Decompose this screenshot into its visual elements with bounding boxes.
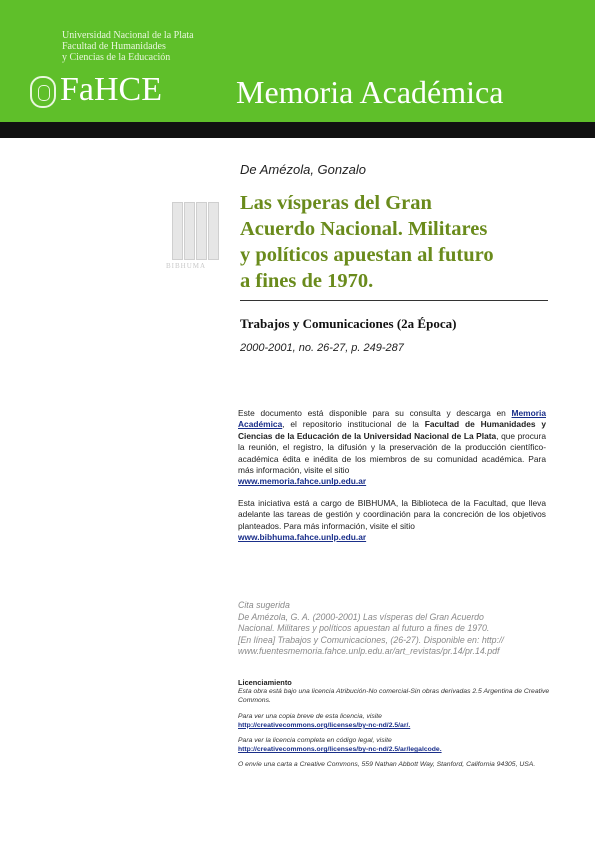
info-paragraph	[238, 408, 546, 488]
university-line: Universidad Nacional de la Plata	[62, 30, 194, 41]
faculty-name: Facultad de Humanidades y Ciencias de la Educación de la Universidad Nacional de La Plata	[238, 419, 546, 441]
license-text: Para ver la licencia completa en código legal, visite	[238, 737, 392, 745]
title-line: Las vísperas del Gran	[240, 192, 432, 214]
info-text: , el repositorio institucional de la	[282, 419, 425, 430]
citation-details: 2000-2001, no. 26-27, p. 249-287	[240, 342, 404, 354]
license-text: Esta obra está bajo una licencia Atribución-No comercial-Sin obras derivadas 2.5 Argentina de Creative Commons.	[238, 688, 550, 705]
header-banner	[0, 0, 595, 122]
fahce-logo: FaHCE	[60, 71, 162, 108]
suggested-line: De Amézola, G. A. (2000-2001) Las vísperas del Gran Acuerdo	[238, 611, 484, 622]
suggested-citation	[238, 600, 550, 658]
info-paragraph	[238, 498, 546, 544]
books-logo-icon	[170, 202, 222, 270]
university-name	[62, 30, 194, 63]
info-text: , que procura la reunión, el registro, la difusión y la preservación de la producción científico-académica édita e inédita de los miembros de su comunidad académica. Para más información, visite el sitio	[238, 430, 546, 476]
license-full-link[interactable]: http://creativecommons.org/licenses/by-nc-nd/2.5/ar/legalcode.	[238, 746, 442, 754]
suggested-heading: Cita sugerida	[238, 600, 290, 610]
author-name: De Amézola, Gonzalo	[240, 162, 366, 177]
title-line: y políticos apuestan al futuro	[240, 244, 494, 266]
header-divider-bar	[0, 122, 595, 138]
suggested-line: www.fuentesmemoria.fahce.unlp.edu.ar/art_revistas/pr.14/pr.14.pdf	[238, 646, 500, 657]
suggested-line: Nacional. Militares y políticos apuestan al futuro a fines de 1970.	[238, 623, 490, 634]
info-text: Este documento está disponible para su consulta y descarga en	[238, 408, 512, 418]
repository-title: Memoria Académica	[236, 74, 504, 110]
title-line: Acuerdo Nacional. Militares	[240, 218, 488, 240]
license-text: Para ver una copia breve de esta licencia, visite	[238, 712, 382, 720]
university-seal-icon	[30, 76, 56, 108]
suggested-line: [En línea] Trabajos y Comunicaciones, (26-27). Disponible en: http://	[238, 634, 504, 645]
memoria-url-link[interactable]: www.memoria.fahce.unlp.edu.ar	[238, 476, 367, 487]
article-title	[240, 190, 578, 294]
university-line: Facultad de Humanidades	[62, 41, 166, 52]
title-line: a fines de 1970.	[240, 270, 374, 292]
bibhuma-logo-text: BIBHUMA	[166, 262, 207, 270]
memoria-academica-link[interactable]: Memoria Académica	[238, 408, 546, 430]
title-divider	[240, 300, 548, 301]
university-line: y Ciencias de la Educación	[62, 52, 171, 63]
info-text: Esta iniciativa está a cargo de BIBHUMA, la Biblioteca de la Facultad, que lleva adelante las tareas de gestión y coordinación para la concreción de los objetivos planteados. Para más información, visite el sitio	[238, 497, 546, 531]
journal-name: Trabajos y Comunicaciones (2a Época)	[240, 316, 457, 331]
license-short-link[interactable]: http://creativecommons.org/licenses/by-nc-nd/2.5/ar/.	[238, 721, 411, 729]
bibhuma-url-link[interactable]: www.bibhuma.fahce.unlp.edu.ar	[238, 532, 367, 543]
license-section	[238, 678, 550, 770]
repository-info	[238, 408, 546, 553]
license-text: O envíe una carta a Creative Commons, 559 Nathan Abbott Way, Stanford, California 94305, USA.	[238, 761, 536, 769]
license-heading: Licenciamiento	[238, 678, 292, 687]
